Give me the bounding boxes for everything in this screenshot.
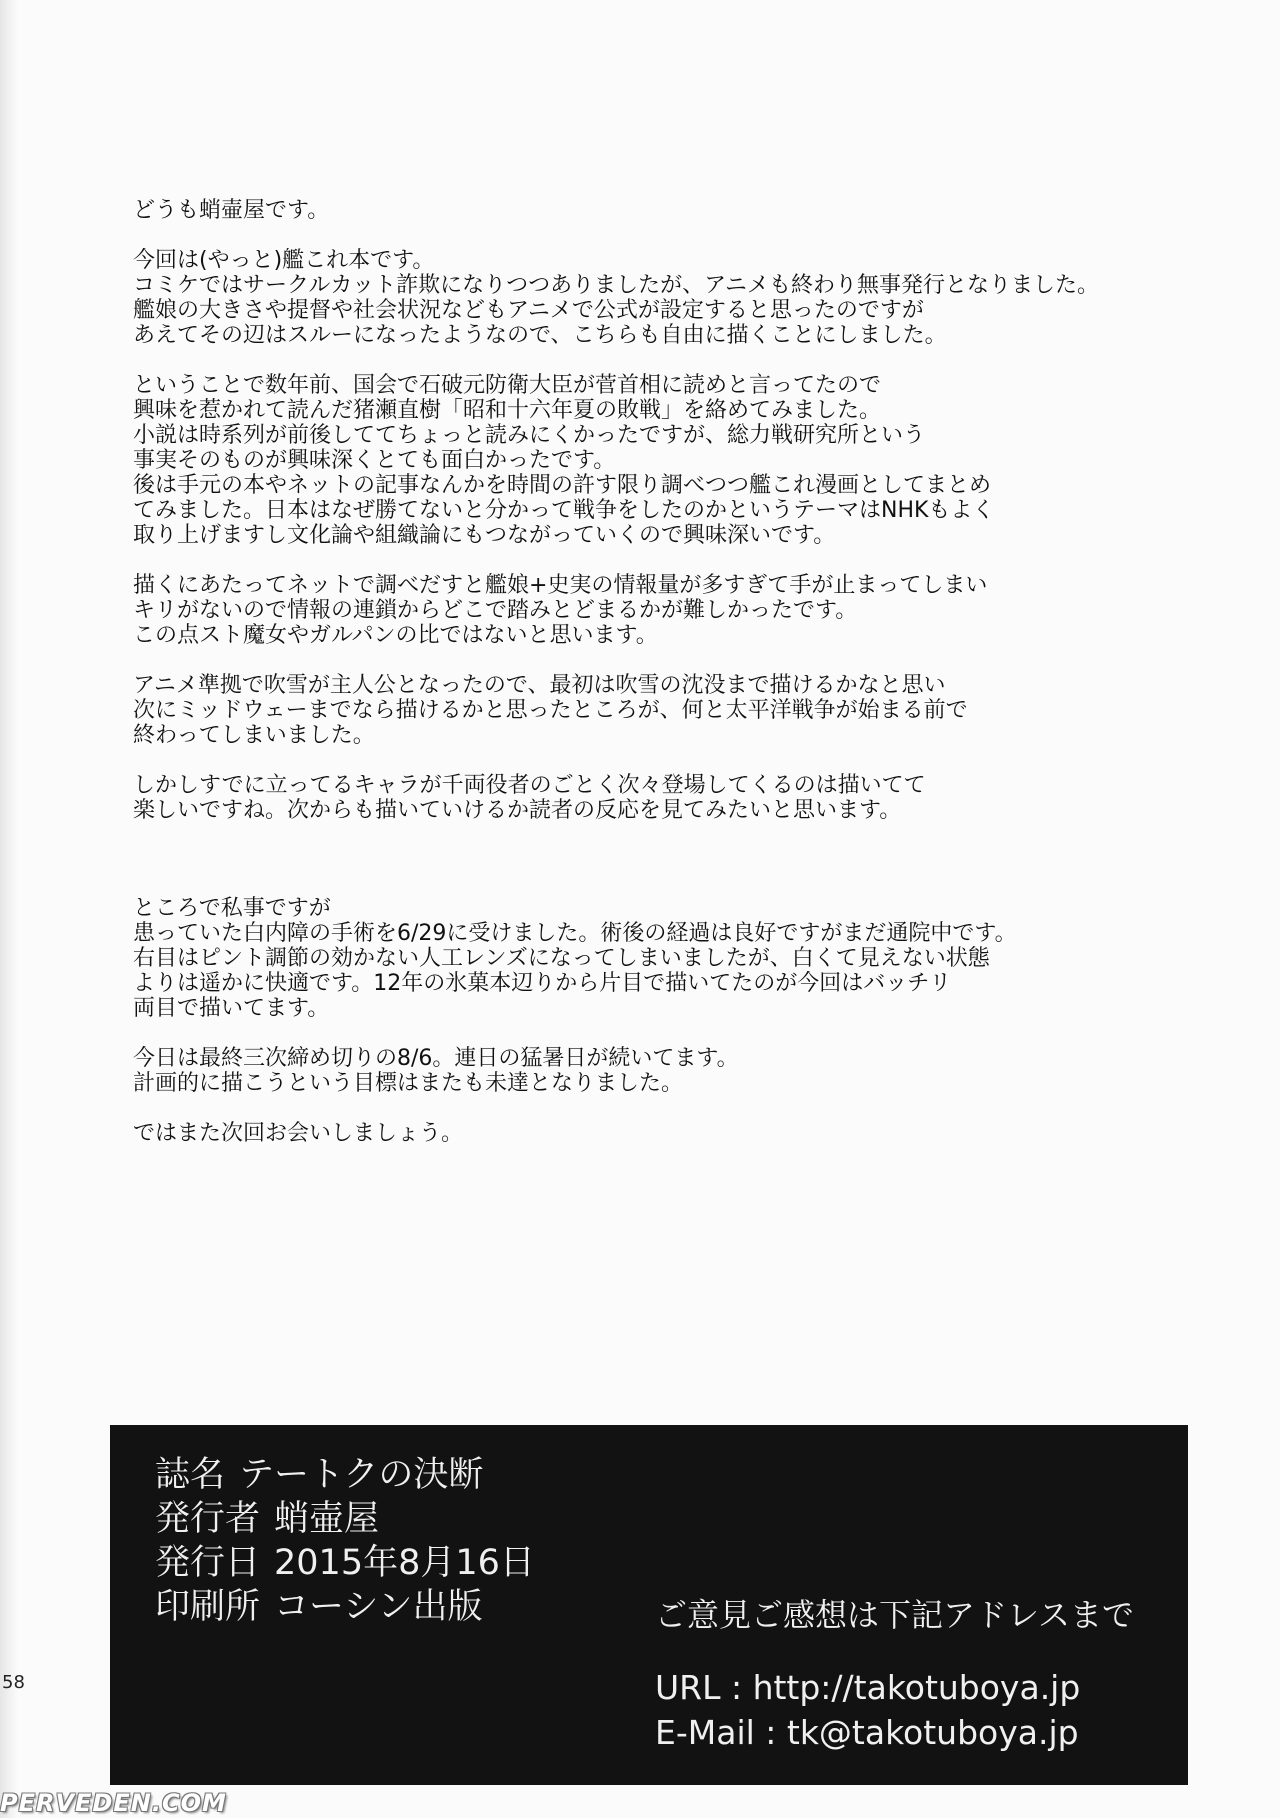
afterword-paragraph-greeting xyxy=(133,198,1133,223)
text-line: 後は手元の本やネットの記事なんかを時間の許す限り調べつつ艦これ漫画としてまとめ xyxy=(133,473,992,498)
text-line: ということで数年前、国会で石破元防衛大臣が菅首相に読めと言ってたので xyxy=(133,373,882,398)
text-line: 終わってしまいました。 xyxy=(133,723,375,748)
paragraph-spacer xyxy=(133,848,1133,896)
printer-value: コーシン出版 xyxy=(274,1587,483,1627)
text-line: ところで私事ですが xyxy=(133,896,331,921)
colophon-publisher-row xyxy=(155,1497,535,1541)
text-line: 患っていた白内障の手術を6/29に受けました。術後の経過は良好ですがまだ通院中です。 xyxy=(133,921,1017,946)
text-line: どうも蛸壷屋です。 xyxy=(133,198,330,223)
text-line: 興味を惹かれて読んだ猪瀬直樹「昭和十六年夏の敗戦」を絡めてみました。 xyxy=(133,398,882,423)
text-line: アニメ準拠で吹雪が主人公となったので、最初は吹雪の沈没まで描けるかなと思い xyxy=(133,673,946,698)
afterword-paragraph-background xyxy=(133,373,1133,548)
afterword-paragraph-deadline xyxy=(133,1046,1133,1096)
afterword-text xyxy=(133,198,1133,1171)
afterword-paragraph-research xyxy=(133,573,1133,648)
publisher-value: 蛸壷屋 xyxy=(274,1499,380,1539)
contact-info xyxy=(655,1665,1080,1755)
text-line: あえてその辺はスルーになったようなので、こちらも自由に描くことにしました。 xyxy=(133,323,947,348)
text-line: 艦娘の大きさや提督や社会状況などもアニメで公式が設定すると思ったのですが xyxy=(133,298,924,323)
colophon-title-row xyxy=(155,1453,535,1497)
title-label: 誌名 xyxy=(155,1455,226,1495)
text-line: キリがないので情報の連鎖からどこで踏みとどまるかが難しかったです。 xyxy=(133,598,858,623)
afterword-paragraph-intro xyxy=(133,248,1133,348)
afterword-paragraph-personal xyxy=(133,896,1133,1021)
text-line: 両目で描いてます。 xyxy=(133,996,330,1021)
text-line: 事実そのものが興味深くとても面白かったです。 xyxy=(133,448,616,473)
text-line: 楽しいですね。次からも描いていけるか読者の反応を見てみたいと思います。 xyxy=(133,798,902,823)
afterword-paragraph-scope xyxy=(133,673,1133,748)
text-line: 取り上げますし文化論や組織論にもつながっていくので興味深いです。 xyxy=(133,523,836,548)
afterword-paragraph-characters xyxy=(133,773,1133,823)
title-value: テートクの決断 xyxy=(239,1455,484,1495)
text-line: 小説は時系列が前後しててちょっと読みにくかったですが、総力戦研究所という xyxy=(133,423,926,448)
date-label: 発行日 xyxy=(155,1543,261,1583)
feedback-note: ご意見ご感想は下記アドレスまで xyxy=(655,1596,1135,1634)
text-line: てみました。日本はなぜ勝てないと分かって戦争をしたのかというテーマはNHKもよく xyxy=(133,498,995,523)
colophon-box xyxy=(110,1425,1188,1785)
date-value: 2015年8月16日 xyxy=(274,1543,535,1583)
email-address: E-Mail : tk@takotuboya.jp xyxy=(655,1713,1079,1752)
text-line: この点スト魔女やガルパンの比ではないと思います。 xyxy=(133,623,658,648)
text-line: コミケではサークルカット詐欺になりつつありましたが、アニメも終わり無事発行となりました。 xyxy=(133,273,1100,298)
text-line: 今回は(やっと)艦これ本です。 xyxy=(133,248,435,273)
colophon-details xyxy=(155,1453,535,1629)
website-url: URL : http://takotuboya.jp xyxy=(655,1668,1081,1707)
page-number: 58 xyxy=(2,1672,25,1693)
text-line: 次にミッドウェーまでなら描けるかと思ったところが、何と太平洋戦争が始まる前で xyxy=(133,698,968,723)
text-line: 描くにあたってネットで調べだすと艦娘+史実の情報量が多すぎて手が止まってしまい xyxy=(133,573,988,598)
text-line: よりは遥かに快適です。12年の氷菓本辺りから片目で描いてたのが今回はバッチリ xyxy=(133,971,952,996)
text-line: しかしすでに立ってるキャラが千両役者のごとく次々登場してくるのは描いてて xyxy=(133,773,926,798)
colophon-printer-row xyxy=(155,1585,535,1629)
afterword-paragraph-closing xyxy=(133,1121,1133,1146)
text-line: ではまた次回お会いしましょう。 xyxy=(133,1121,464,1146)
scan-edge-shadow xyxy=(0,0,18,1818)
printer-label: 印刷所 xyxy=(155,1587,261,1627)
publisher-label: 発行者 xyxy=(155,1499,261,1539)
colophon-date-row xyxy=(155,1541,535,1585)
text-line: 今日は最終三次締め切りの8/6。連日の猛暑日が続いてます。 xyxy=(133,1046,739,1071)
watermark-logo: PERVEDEN.COM xyxy=(0,1789,227,1817)
text-line: 計画的に描こうという目標はまたも未達となりました。 xyxy=(133,1071,684,1096)
text-line: 右目はピント調節の効かない人工レンズになってしまいましたが、白くて見えない状態 xyxy=(133,946,990,971)
